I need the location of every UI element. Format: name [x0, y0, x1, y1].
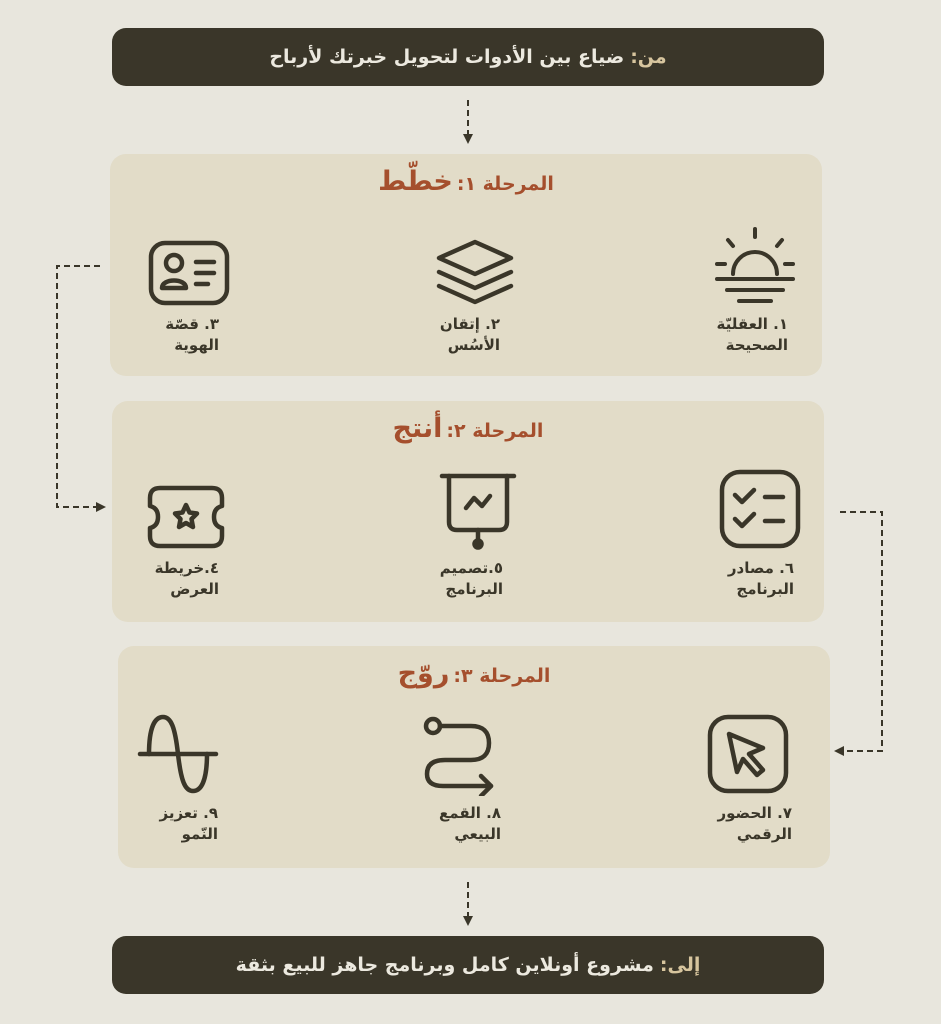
to-banner	[112, 936, 824, 994]
id-card-icon	[148, 240, 230, 306]
from-banner	[112, 28, 824, 86]
phase-3-label: المرحلة ٣:	[453, 665, 551, 687]
step-7-label: ٧. الحضور الرقمي	[717, 804, 792, 843]
step-6-label: ٦. مصادر البرنامج	[727, 559, 794, 598]
phase-2-word: أنتج	[392, 413, 443, 444]
phase-1-word: خطّط	[378, 166, 453, 197]
connector-phase1-phase2	[57, 266, 104, 507]
step-8-label: ٨. القمع البيعي	[439, 804, 501, 843]
from-banner-text: ضياع بين الأدوات لتحويل خبرتك لأرباح	[269, 46, 625, 68]
route-icon	[419, 714, 499, 796]
phase-1-label: المرحلة ١:	[456, 173, 554, 195]
step-1-label: ١. العقليّة الصحيحة	[716, 315, 788, 354]
layers-icon	[433, 238, 517, 308]
step-9-label: ٩. تعزيز النّمو	[159, 804, 218, 843]
to-banner-text: مشروع أونلاين كامل وبرنامج جاهز للبيع بثقة	[235, 954, 654, 976]
phase-1-title	[110, 166, 822, 197]
step-2-label: ٢. إتقان الأسُس	[439, 315, 500, 354]
step-4-label: ٤.خريطة العرض	[154, 559, 219, 598]
phase-3-word: روّج	[397, 658, 450, 689]
sunrise-icon	[713, 226, 797, 308]
from-banner-lead: من:	[630, 46, 667, 68]
presentation-icon	[439, 472, 517, 550]
phase-2-title	[112, 413, 824, 444]
phase-3-title	[118, 658, 830, 689]
to-banner-lead: إلى:	[659, 954, 701, 976]
step-3-label: ٣. قصّة الهوية	[165, 315, 219, 354]
step-5-label: ٥.تصميم البرنامج	[439, 559, 503, 598]
phase-2-label: المرحلة ٢:	[446, 420, 544, 442]
connector-phase2-phase3	[836, 512, 882, 751]
checklist-icon	[719, 469, 801, 549]
wave-icon	[137, 713, 219, 795]
ticket-star-icon	[146, 484, 226, 550]
cursor-icon	[707, 714, 789, 794]
